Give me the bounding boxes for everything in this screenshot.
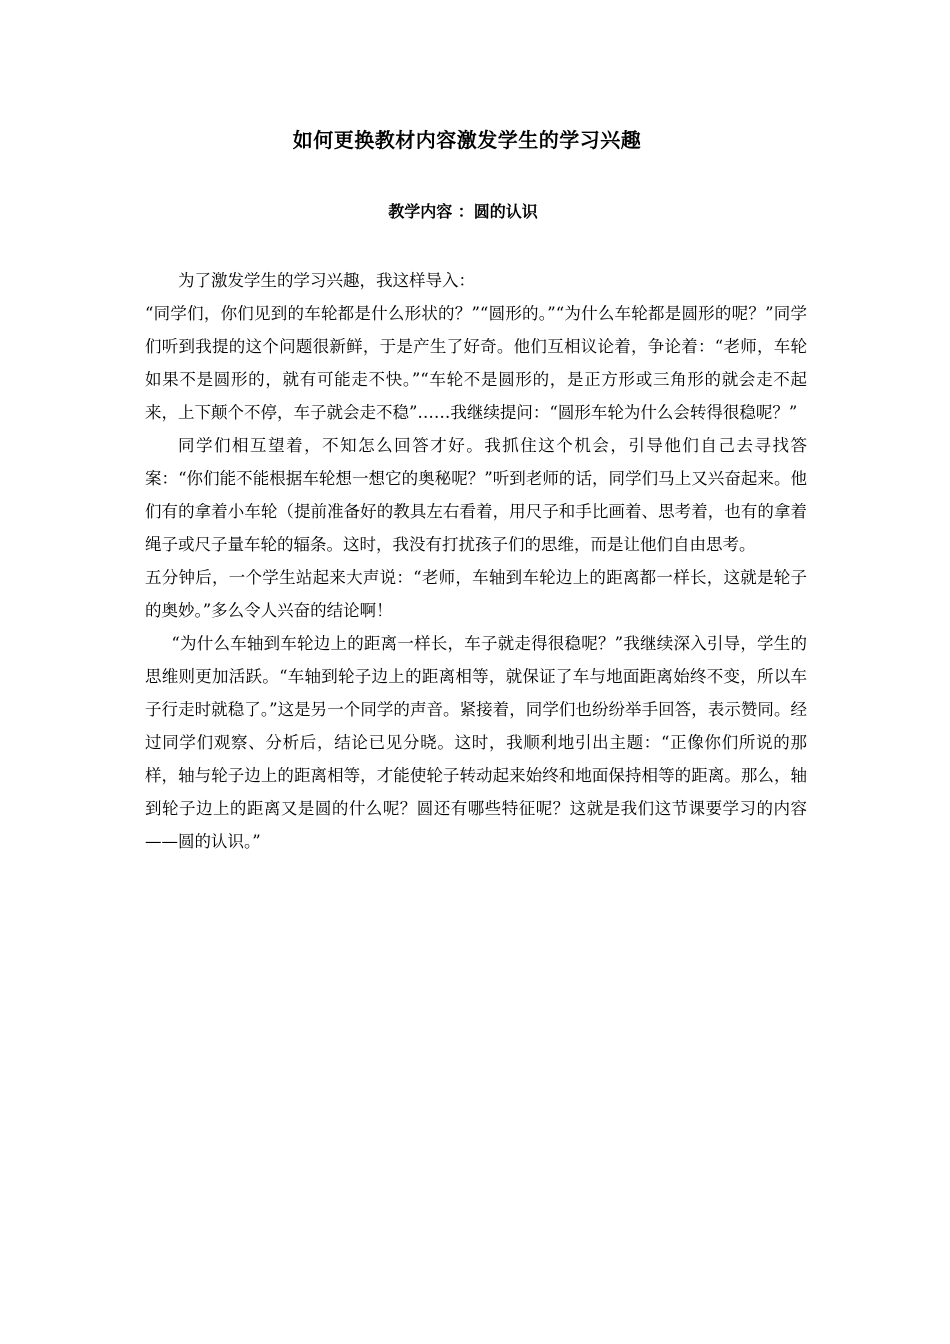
paragraph-conclusion: 五分钟后，一个学生站起来大声说：“老师，车轴到车轮边上的距离都一样长，这就是轮子的奥妙。”多么令人兴奋的结论啊！ [145,568,807,620]
document-body [145,264,807,858]
document-subtitle: 教学内容 ：圆的认识 [388,202,538,221]
paragraph-exploration: 同学们相互望着，不知怎么回答才好。我抓住这个机会，引导他们自己去寻找答案：“你们能不能根据车轮想一想它的奥秘呢？”听到老师的话，同学们马上又兴奋起来。他们有的拿着小车轮（提前准备好的教具左右看着，用尺子和手比画着、思考着，也有的拿着绳子或尺子量车轮的辐条。这时，我没有打扰孩子们的思维，而是让他们自由思考。 [145,436,807,554]
paragraph-intro: 为了激发学生的学习兴趣，我这样导入： [178,271,475,290]
document-title: 如何更换教材内容激发学生的学习兴趣 [292,128,642,152]
paragraph-summary: “为什么车轴到车轮边上的距离一样长，车子就走得很稳呢？”我继续深入引导，学生的思维则更加活跃。“车轴到轮子边上的距离相等，就保证了车与地面距离始终不变，所以车子行走时就稳了。”这是另一个同学的声音。紧接着，同学们也纷纷举手回答，表示赞同。经过同学们观察、分析后，结论已见分晓。这时，我顺利地引出主题：“正像你们所说的那样，轴与轮子边上的距离相等，才能使轮子转动起来始终和地面保持相等的距离。那么，轴到轮子边上的距离又是圆的什么呢？圆还有哪些特征呢？这就是我们这节课要学习的内容——圆的认识。” [145,634,807,851]
paragraph-dialogue: “同学们，你们见到的车轮都是什么形状的？”“圆形的。”“为什么车轮都是圆形的呢？”同学们听到我提的这个问题很新鲜，于是产生了好奇。他们互相议论着，争论着：“老师，车轮如果不是圆形的，就有可能走不快。”“车轮不是圆形的，是正方形或三角形的就会走不起来，上下颠个不停，车子就会走不稳”……我继续提问：“圆形车轮为什么会转得很稳呢？” [145,304,807,422]
